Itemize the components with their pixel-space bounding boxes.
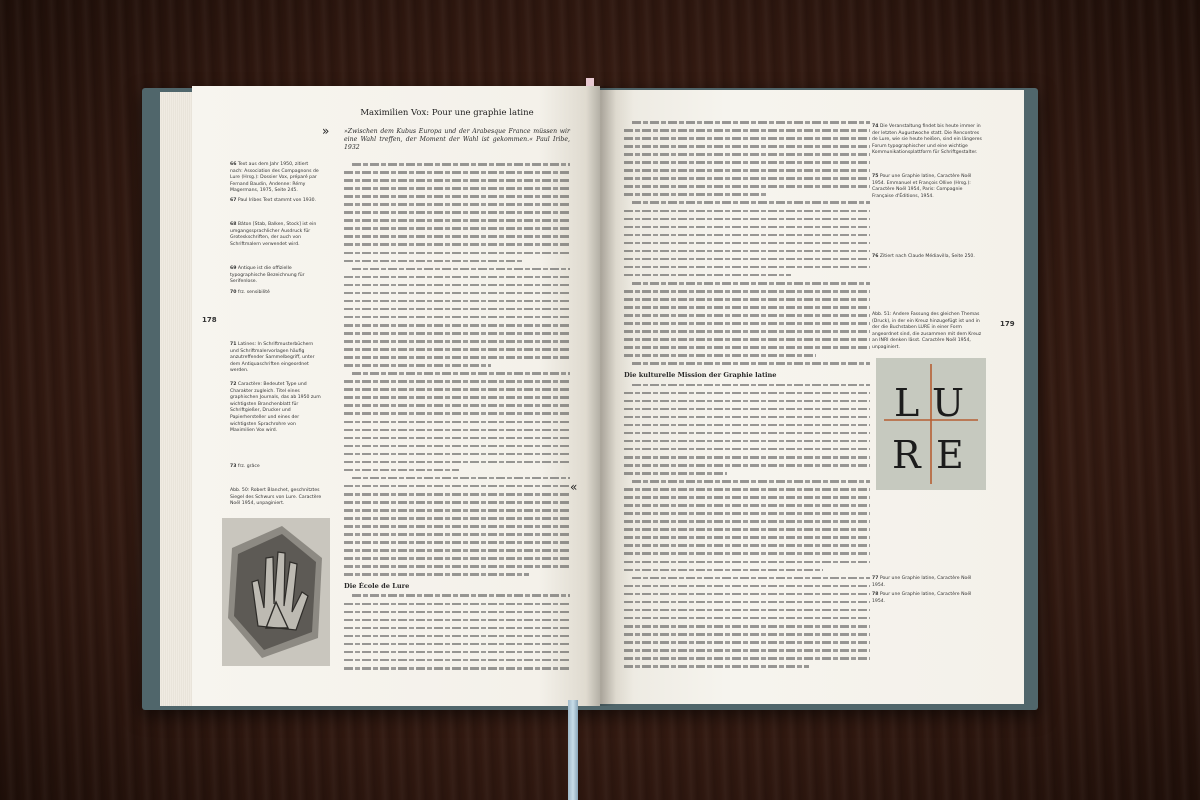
text-line (624, 638, 870, 646)
text-line-ink (344, 643, 570, 646)
text-line-ink (624, 226, 870, 229)
text-line-ink (344, 501, 570, 504)
text-line-ink (344, 573, 529, 576)
text-line (344, 522, 570, 530)
text-line-ink (624, 210, 870, 213)
text-line-ink (344, 179, 570, 182)
text-line (624, 319, 870, 327)
text-line (344, 353, 570, 361)
right-page (600, 90, 1024, 704)
text-line (344, 401, 570, 409)
text-line (624, 190, 870, 198)
text-line-ink (624, 400, 870, 403)
text-line-ink (352, 163, 570, 166)
text-line (624, 662, 870, 670)
text-line (624, 630, 870, 638)
text-line-ink (344, 187, 570, 190)
text-line (344, 289, 570, 297)
text-line-ink (344, 603, 570, 606)
text-line-ink (624, 544, 870, 547)
text-line-ink (344, 421, 570, 424)
text-line (624, 469, 870, 477)
figure-hand-seal (222, 518, 330, 666)
text-line (624, 207, 870, 215)
text-line (344, 482, 570, 490)
text-line (344, 616, 570, 624)
text-line (344, 184, 570, 192)
text-line (344, 530, 570, 538)
text-line (624, 126, 870, 134)
text-line-ink (344, 525, 570, 528)
text-line (624, 493, 870, 501)
text-line-ink (624, 617, 870, 620)
text-line-ink (624, 258, 870, 261)
text-line (344, 192, 570, 200)
text-line (344, 418, 570, 426)
text-line-ink (624, 424, 870, 427)
text-line (344, 329, 570, 337)
text-line-ink (344, 364, 491, 367)
text-line-ink (624, 496, 870, 499)
text-line (344, 281, 570, 289)
figure-caption-51: Abb. 51: Andere Fassung des gleichen Themas (Druck), in der ein Kreuz hinzugefügt ist und in der die Buchstaben LURE in einer Form angeordnet sind, die zusammen mit dem Kreuz an INRI denken lässt. Caractère Noël 1954, unpaginiert. (872, 312, 982, 350)
text-line-ink (624, 512, 870, 515)
text-block-c (624, 118, 870, 367)
text-line-ink (624, 346, 870, 349)
text-line (624, 598, 870, 606)
text-line-ink (624, 593, 870, 596)
text-line-ink (624, 649, 870, 652)
text-line-ink (352, 594, 570, 597)
text-line (344, 426, 570, 434)
text-line (624, 533, 870, 541)
footnote-67: 67 Paul Iribes Text stammt von 1930. (230, 198, 317, 203)
text-line-ink (344, 404, 570, 407)
text-line (624, 359, 870, 367)
text-line (624, 590, 870, 598)
text-line-ink (624, 641, 870, 644)
text-line-ink (624, 322, 870, 325)
text-line-ink (624, 408, 870, 411)
running-head: Maximilien Vox: Pour une graphie latine (360, 108, 534, 118)
text-line (624, 247, 870, 255)
text-line-ink (624, 601, 870, 604)
text-line (344, 385, 570, 393)
footnote-75: 75 Pour une Graphie latine, Caractère Noël 1954. Emmanuel et François Ollive (Hrsg.): Caractère Noël 1954, Paris: Compagnie Française d'Éditions, 1954. (872, 174, 972, 199)
svg-text:R: R (892, 433, 921, 477)
bookmark-ribbon (568, 700, 578, 800)
text-line (624, 646, 870, 654)
text-line-ink (624, 218, 870, 221)
text-line-ink (344, 659, 570, 662)
section-title-ecole: Die École de Lure (344, 582, 410, 591)
text-line-ink (624, 145, 870, 148)
main-text-left (344, 160, 570, 684)
text-line-ink (344, 332, 570, 335)
text-line-ink (624, 504, 870, 507)
text-line (624, 421, 870, 429)
text-line-ink (344, 541, 570, 544)
text-line-ink (344, 469, 459, 472)
text-line (344, 321, 570, 329)
text-line (624, 295, 870, 303)
text-line (344, 393, 570, 401)
text-line-ink (624, 665, 809, 668)
text-line (344, 442, 570, 450)
text-line-ink (624, 657, 870, 660)
text-line (344, 554, 570, 562)
text-line (344, 624, 570, 632)
text-line-ink (344, 437, 570, 440)
text-line (624, 389, 870, 397)
footnote-76: 76 Zitiert nach Claude Médiavilla, Seite 250. (872, 254, 975, 259)
text-line-ink (344, 243, 570, 246)
footnote-74: 74 Die Veranstaltung findet bis heute immer in der letzten Augustwoche statt. Die Rencontres de Lure, wie sie heute heißen, sind ein längeres Forum typographischer und eine wichtige Kommunikationsplattform für Schriftgestalter. (872, 124, 982, 156)
text-line-ink (624, 561, 870, 564)
text-line-ink (344, 308, 570, 311)
text-line (624, 429, 870, 437)
text-line-ink (344, 445, 570, 448)
text-line-ink (624, 448, 870, 451)
text-line-ink (624, 392, 870, 395)
text-line-ink (344, 667, 570, 670)
footnote-66: 66 Text aus dem Jahr 1950, zitiert nach: Association des Compagnons de Lure (Hrsg.): Dossier Vox, préparé par Fernand Baudin, Andenne: Rémy Magermans, 1975, Seite 245. (230, 162, 319, 194)
text-line (344, 600, 570, 608)
text-line (344, 664, 570, 672)
footnote-71: 71 Latines: In Schriftmusterbüchern und Schriftmalervorlagen häufig anzutreffender Sammelbegriff, unter dem Antiquaschriften eingeordnet werden. (230, 342, 315, 374)
text-line (344, 656, 570, 664)
text-line-ink (344, 485, 570, 488)
text-line (624, 158, 870, 166)
text-line-ink (344, 557, 570, 560)
text-line-ink (344, 533, 570, 536)
text-line (344, 434, 570, 442)
text-line (344, 337, 570, 345)
text-line-ink (344, 517, 570, 520)
text-line-ink (344, 252, 570, 255)
footnote-78: 78 Pour une Graphie latine, Caractère Noël 1954. (872, 592, 972, 604)
text-line-ink (624, 314, 870, 317)
text-line (344, 490, 570, 498)
text-line (344, 458, 570, 466)
text-line-ink (344, 549, 570, 552)
text-line-ink (344, 412, 570, 415)
text-line-ink (344, 171, 570, 174)
text-line-ink (344, 396, 570, 399)
text-line-ink (632, 121, 870, 124)
text-line (624, 255, 870, 263)
text-line-ink (344, 284, 570, 287)
hand-seal-image (222, 518, 330, 666)
text-line (624, 397, 870, 405)
text-line (624, 501, 870, 509)
text-line (624, 574, 870, 582)
text-line-ink (344, 292, 570, 295)
text-line (624, 182, 870, 190)
text-line (344, 562, 570, 570)
text-line-ink (624, 536, 870, 539)
text-line-ink (344, 211, 570, 214)
text-line (624, 231, 870, 239)
text-line (344, 450, 570, 458)
text-line (344, 506, 570, 514)
text-line (624, 477, 870, 485)
text-line-ink (624, 338, 870, 341)
text-line (624, 351, 870, 359)
footnote-69: 69 Antique ist die offizielle typographische Bezeichnung für Serifenlose. (230, 266, 305, 285)
text-line-ink (624, 266, 870, 269)
text-line-ink (344, 235, 570, 238)
text-line-ink (344, 509, 570, 512)
text-line (624, 118, 870, 126)
page-number-left: 178 (202, 316, 217, 324)
gutter-shadow (586, 86, 616, 706)
text-line-ink (344, 627, 570, 630)
text-line-ink (624, 585, 870, 588)
text-line-ink (344, 565, 570, 568)
text-line (344, 160, 570, 168)
text-line (624, 405, 870, 413)
text-line (344, 632, 570, 640)
text-line (344, 546, 570, 554)
text-line (624, 198, 870, 206)
text-line-ink (624, 177, 870, 180)
text-line-ink (344, 227, 570, 230)
text-line-ink (624, 250, 870, 253)
text-line-ink (344, 219, 570, 222)
text-line-ink (344, 324, 570, 327)
text-block-b (344, 591, 570, 671)
text-line (624, 566, 870, 574)
text-line (624, 549, 870, 557)
text-line (624, 134, 870, 142)
text-line-ink (624, 354, 816, 357)
footnote-77: 77 Pour une Graphie latine, Caractère Noël 1954. (872, 576, 972, 588)
text-line-ink (624, 129, 870, 132)
text-line-ink (624, 569, 823, 572)
text-line (344, 249, 570, 257)
text-line-ink (624, 456, 870, 459)
text-line-ink (624, 440, 870, 443)
text-line-ink (624, 169, 870, 172)
text-line-ink (624, 464, 870, 467)
text-line-ink (344, 453, 570, 456)
text-line-ink (624, 472, 727, 475)
text-line-ink (624, 552, 870, 555)
text-line-ink (344, 651, 570, 654)
text-line-ink (344, 461, 570, 464)
text-line (624, 327, 870, 335)
text-line-ink (624, 416, 870, 419)
text-line (624, 453, 870, 461)
text-line-ink (624, 520, 870, 523)
text-line (344, 273, 570, 281)
text-line (624, 166, 870, 174)
text-line (344, 168, 570, 176)
text-line-ink (624, 432, 870, 435)
text-line (624, 622, 870, 630)
text-line (344, 409, 570, 417)
text-line (624, 525, 870, 533)
text-line (344, 570, 570, 578)
svg-text:U: U (932, 381, 965, 425)
text-line (624, 381, 870, 389)
text-line-ink (624, 625, 870, 628)
text-line (344, 265, 570, 273)
epigraph-quote: »Zwischen dem Kubus Europa und der Arabesque France müssen wir eine Wahl treffen, der Moment der Wahl ist gekommen.« Paul Iribe, 1932 (344, 128, 570, 152)
text-line (344, 474, 570, 482)
text-line-ink (344, 195, 570, 198)
text-line (624, 485, 870, 493)
text-line-ink (632, 384, 870, 387)
text-line-ink (344, 203, 570, 206)
text-line (624, 239, 870, 247)
figure-caption-50: Abb. 50: Robert Blanchet, geschnitztes Siegel des Schwurs von Lure. Caractère Noël 1954, unpaginiert. (230, 488, 322, 507)
text-line (624, 517, 870, 525)
text-line (624, 614, 870, 622)
text-line (344, 640, 570, 648)
text-line (344, 305, 570, 313)
text-line-ink (624, 193, 767, 196)
text-line (624, 461, 870, 469)
text-line-ink (624, 185, 870, 188)
text-line (344, 224, 570, 232)
text-line-ink (624, 528, 870, 531)
text-line (344, 538, 570, 546)
text-line-ink (624, 609, 870, 612)
logo-letters-top: L (894, 381, 920, 425)
text-line-ink (624, 274, 791, 277)
text-line (624, 271, 870, 279)
text-line (344, 591, 570, 599)
text-line-ink (624, 633, 870, 636)
text-line-ink (344, 348, 570, 351)
text-line-ink (632, 362, 870, 365)
text-line (344, 361, 570, 369)
text-line-ink (624, 298, 870, 301)
text-line (344, 466, 570, 474)
text-line (624, 541, 870, 549)
text-line (344, 297, 570, 305)
text-line (344, 257, 570, 265)
text-line (624, 223, 870, 231)
text-line-ink (344, 493, 570, 496)
footnote-72: 72 Caractère: Bedeutet Type und Charakter zugleich. Titel eines graphischen Journals, das ab 1950 zum wichtigsten Branchenblatt für Schriftgießer, Drucker und Papierhersteller und eines der wichtigsten Sprachrohre von Maximilien Vox wird. (230, 382, 321, 434)
left-page (192, 86, 600, 706)
text-line-ink (632, 480, 870, 483)
text-line-ink (624, 488, 870, 491)
text-line (344, 648, 570, 656)
text-line (624, 303, 870, 311)
figure-lure-cross (876, 358, 986, 490)
footnote-68: 68 Bâton [Stab, Balken, Stock] ist ein umgangssprachlicher Ausdruck für Groteskschriften, der auch von Schriftmalern verwendet wird. (230, 222, 317, 247)
svg-text:E: E (936, 433, 964, 477)
text-line (344, 240, 570, 248)
text-line-ink (624, 306, 870, 309)
text-block-a (344, 160, 570, 578)
text-line (344, 498, 570, 506)
text-line-ink (632, 577, 870, 580)
text-line (624, 437, 870, 445)
text-line (344, 345, 570, 353)
text-line-ink (344, 380, 570, 383)
text-line-ink (624, 330, 870, 333)
lure-logo-image (876, 358, 986, 490)
footnote-70: 70 frz. sensibilité (230, 290, 270, 295)
text-line (344, 514, 570, 522)
text-line (624, 606, 870, 614)
text-line (624, 215, 870, 223)
text-line-ink (344, 611, 570, 614)
text-line (624, 150, 870, 158)
quote-close-icon: « (570, 480, 578, 494)
text-line-ink (344, 356, 570, 359)
section-title-mission: Die kulturelle Mission der Graphie latine (624, 371, 777, 380)
text-line (624, 654, 870, 662)
text-line (624, 311, 870, 319)
text-line-ink (352, 268, 570, 271)
text-line-ink (344, 276, 570, 279)
text-line-ink (632, 201, 870, 204)
text-line-ink (344, 635, 570, 638)
text-line (344, 377, 570, 385)
text-line (624, 263, 870, 271)
text-line-ink (344, 300, 570, 303)
text-line-ink (344, 388, 570, 391)
text-line (624, 335, 870, 343)
text-line-ink (344, 619, 570, 622)
text-line-ink (624, 290, 870, 293)
text-line (624, 509, 870, 517)
text-line (624, 343, 870, 351)
text-line (624, 142, 870, 150)
text-line-ink (344, 429, 570, 432)
text-line (344, 232, 570, 240)
text-line (624, 174, 870, 182)
text-line (624, 558, 870, 566)
text-line-ink (624, 153, 870, 156)
text-line (344, 208, 570, 216)
text-block-d (624, 381, 870, 671)
text-line-ink (344, 316, 570, 319)
text-line-ink (352, 372, 570, 375)
text-line-ink (352, 477, 570, 480)
text-line (624, 279, 870, 287)
text-line-ink (624, 242, 870, 245)
text-line (624, 445, 870, 453)
text-line (344, 313, 570, 321)
text-line-ink (344, 340, 570, 343)
text-line-ink (632, 282, 870, 285)
text-line (344, 369, 570, 377)
text-line-ink (344, 260, 523, 263)
page-number-right: 179 (1000, 320, 1015, 328)
text-line (344, 608, 570, 616)
text-line (344, 176, 570, 184)
quote-open-icon: » (322, 124, 330, 138)
text-line-ink (624, 234, 870, 237)
text-line (344, 200, 570, 208)
text-line-ink (624, 161, 870, 164)
footnote-73: 73 frz. grâce (230, 464, 260, 469)
text-line (344, 216, 570, 224)
text-line (624, 287, 870, 295)
text-line-ink (624, 137, 870, 140)
text-line (624, 413, 870, 421)
main-text-right (624, 118, 870, 678)
text-line (624, 582, 870, 590)
